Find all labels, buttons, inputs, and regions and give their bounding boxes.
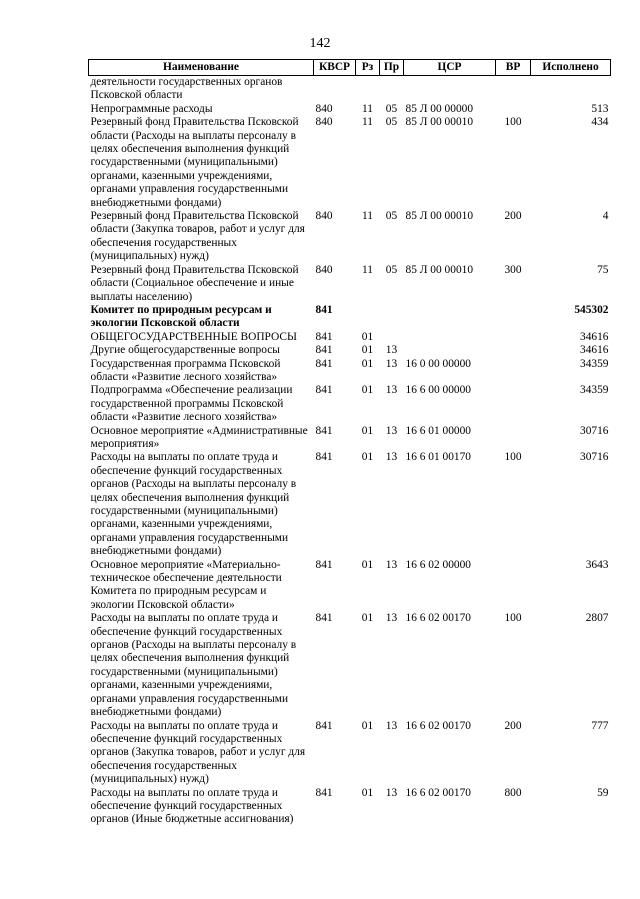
cell-done: 2807 — [585, 612, 609, 625]
cell-kvsr: 841 — [315, 424, 333, 437]
header-kvsr: КВСР — [314, 60, 356, 76]
table-row — [89, 358, 611, 385]
cell-kvsr: 841 — [315, 451, 333, 464]
cell-rz: 11 — [362, 102, 373, 115]
header-vr: ВР — [496, 60, 531, 76]
table-row — [89, 344, 611, 357]
cell-rz: 01 — [361, 451, 374, 464]
cell-pr: 05 — [385, 102, 398, 115]
cell-kvsr: 841 — [315, 612, 333, 625]
cell-kvsr: 841 — [315, 786, 333, 799]
cell-pr: 13 — [385, 558, 398, 571]
cell-name: Другие общегосударственные вопросы — [90, 344, 280, 357]
cell-vr: 200 — [504, 210, 522, 223]
cell-vr — [496, 425, 531, 452]
cell-pr: 13 — [385, 612, 398, 625]
table-row — [89, 103, 611, 116]
cell-kvsr: 841 — [315, 303, 333, 316]
cell-done: 34359 — [580, 357, 609, 370]
cell-name: Непрограммные расходы — [90, 102, 213, 115]
cell-kvsr: 841 — [315, 558, 333, 571]
cell-kvsr: 841 — [315, 330, 333, 343]
cell-rz: 01 — [361, 786, 374, 799]
cell-pr: 13 — [385, 786, 398, 799]
cell-csr: 16 6 02 00000 — [405, 558, 471, 571]
table-row — [89, 451, 611, 558]
cell-rz: 01 — [361, 612, 374, 625]
cell-pr: 05 — [385, 116, 398, 129]
cell-vr: 800 — [504, 786, 522, 799]
cell-done: 4 — [602, 210, 609, 223]
cell-vr — [496, 76, 531, 103]
cell-rz: 01 — [361, 558, 374, 571]
cell-kvsr: 841 — [315, 357, 333, 370]
cell-vr — [496, 344, 531, 357]
header-rz: Рз — [356, 60, 380, 76]
table-row — [89, 720, 611, 787]
header-csr: ЦСР — [404, 60, 496, 76]
cell-rz: 01 — [361, 424, 374, 437]
page-number: 142 — [309, 36, 331, 51]
cell-pr — [380, 331, 404, 344]
table-body — [89, 76, 611, 827]
cell-kvsr: 840 — [315, 102, 333, 115]
cell-done: 59 — [597, 786, 609, 799]
cell-done — [531, 76, 611, 103]
cell-name: ОБЩЕГОСУДАРСТВЕННЫЕ ВОПРОСЫ — [90, 330, 297, 343]
cell-csr: 16 0 00 00000 — [405, 357, 471, 370]
cell-rz: 01 — [361, 357, 374, 370]
cell-done: 34359 — [580, 384, 609, 397]
cell-name: деятельности государственных органов Псковской области — [90, 76, 283, 102]
cell-name: Резервный фонд Правительства Псковской области (Расходы на выплаты персоналу в целях обеспечения выполнения функций государственными (муниципальными) органами, казенными учреждениями, органами управления государственными внебюджетными фондами) — [90, 116, 299, 209]
cell-vr: 100 — [504, 612, 522, 625]
cell-pr — [380, 76, 404, 103]
cell-pr — [380, 304, 404, 331]
cell-rz: 01 — [361, 330, 374, 343]
cell-vr — [496, 103, 531, 116]
cell-done: 3643 — [585, 558, 609, 571]
cell-done: 434 — [591, 116, 609, 129]
table-row — [89, 384, 611, 424]
cell-vr — [496, 384, 531, 424]
cell-csr — [404, 331, 496, 344]
cell-rz: 11 — [362, 263, 373, 276]
cell-rz: 01 — [361, 344, 374, 357]
cell-vr: 100 — [504, 116, 522, 129]
table-row — [89, 787, 611, 827]
cell-csr: 16 6 00 00000 — [405, 384, 471, 397]
header-done: Исполнено — [531, 60, 611, 76]
table-row — [89, 116, 611, 210]
cell-vr — [496, 358, 531, 385]
table-row — [89, 425, 611, 452]
header-name: Наименование — [89, 60, 314, 76]
cell-rz: 01 — [361, 719, 374, 732]
table-row — [89, 612, 611, 719]
cell-vr — [496, 304, 531, 331]
cell-rz: 11 — [362, 210, 373, 223]
cell-done: 545302 — [574, 303, 609, 316]
cell-vr — [496, 331, 531, 344]
cell-csr — [404, 304, 496, 331]
cell-pr: 05 — [385, 263, 398, 276]
table-header-row — [89, 60, 611, 76]
cell-name: Основное мероприятие «Административные мероприятия» — [90, 424, 308, 450]
cell-csr: 16 6 02 00170 — [405, 786, 471, 799]
cell-vr: 200 — [504, 719, 522, 732]
cell-done: 777 — [591, 719, 609, 732]
cell-done: 30716 — [580, 424, 609, 437]
cell-vr — [496, 559, 531, 613]
cell-csr: 85 Л 00 00010 — [405, 116, 474, 129]
cell-rz: 11 — [362, 116, 373, 129]
table-row — [89, 331, 611, 344]
cell-name: Расходы на выплаты по оплате труда и обеспечение функций государственных органов (Расходы на выплаты персоналу в целях обеспечения выполнения функций государственными (муниципальными) органами, казенными учреждениями, органами управления государственными внебюджетными фондами) — [90, 612, 297, 719]
cell-name: Государственная программа Псковской области «Развитие лесного хозяйства» — [90, 357, 281, 383]
cell-csr — [404, 76, 496, 103]
cell-name: Подпрограмма «Обеспечение реализации государственной программы Псковской области «Развитие лесного хозяйства» — [90, 384, 293, 424]
cell-csr: 85 Л 00 00000 — [405, 102, 474, 115]
cell-pr: 13 — [385, 719, 398, 732]
cell-pr: 13 — [385, 424, 398, 437]
cell-name: Расходы на выплаты по оплате труда и обеспечение функций государственных органов (Закупка товаров, работ и услуг для обеспечения государственных (муниципальных) нужд) — [90, 719, 306, 786]
cell-name: Комитет по природным ресурсам и экологии Псковской области — [90, 303, 272, 330]
header-pr: Пр — [380, 60, 404, 76]
cell-rz — [356, 304, 380, 331]
cell-vr: 300 — [504, 263, 522, 276]
cell-kvsr — [314, 76, 356, 103]
cell-done: 75 — [597, 263, 609, 276]
cell-pr: 13 — [385, 451, 398, 464]
table-row — [89, 304, 611, 331]
cell-csr — [404, 344, 496, 357]
cell-name: Резервный фонд Правительства Псковской области (Социальное обеспечение и иные выплаты населению) — [90, 263, 299, 303]
table-row — [89, 559, 611, 613]
cell-kvsr: 840 — [315, 263, 333, 276]
cell-kvsr: 840 — [315, 116, 333, 129]
cell-kvsr: 840 — [315, 210, 333, 223]
cell-done: 34616 — [580, 344, 609, 357]
table-row — [89, 210, 611, 264]
cell-csr: 16 6 01 00170 — [405, 451, 471, 464]
cell-kvsr: 841 — [315, 344, 333, 357]
cell-kvsr: 841 — [315, 719, 333, 732]
cell-name: Расходы на выплаты по оплате труда и обеспечение функций государственных органов (Иные бюджетные ассигнования) — [90, 786, 294, 826]
cell-done: 513 — [591, 102, 609, 115]
cell-csr: 16 6 02 00170 — [405, 612, 471, 625]
table-row — [89, 264, 611, 304]
cell-pr: 13 — [385, 384, 398, 397]
table-row — [89, 76, 611, 103]
cell-name: Расходы на выплаты по оплате труда и обеспечение функций государственных органов (Расходы на выплаты персоналу в целях обеспечения выполнения функций государственными (муниципальными) органами, казенными учреждениями, органами управления государственными внебюджетными фондами) — [90, 451, 297, 558]
cell-name: Резервный фонд Правительства Псковской области (Закупка товаров, работ и услуг для обеспечения государственных (муниципальных) нужд) — [90, 210, 305, 263]
cell-kvsr: 841 — [315, 384, 333, 397]
cell-pr: 05 — [385, 210, 398, 223]
cell-csr: 85 Л 00 00010 — [405, 263, 474, 276]
budget-table — [88, 59, 611, 827]
cell-name: Основное мероприятие «Материально-техническое обеспечение деятельности Комитета по природным ресурсам и экологии Псковской области» — [90, 558, 282, 611]
cell-rz — [356, 76, 380, 103]
cell-done: 34616 — [580, 330, 609, 343]
cell-csr: 16 6 01 00000 — [405, 424, 471, 437]
cell-csr: 16 6 02 00170 — [405, 719, 471, 732]
cell-vr: 100 — [504, 451, 522, 464]
cell-done: 30716 — [580, 451, 609, 464]
cell-rz: 01 — [361, 384, 374, 397]
cell-csr: 85 Л 00 00010 — [405, 210, 474, 223]
cell-pr: 13 — [385, 357, 398, 370]
cell-pr: 13 — [385, 344, 398, 357]
